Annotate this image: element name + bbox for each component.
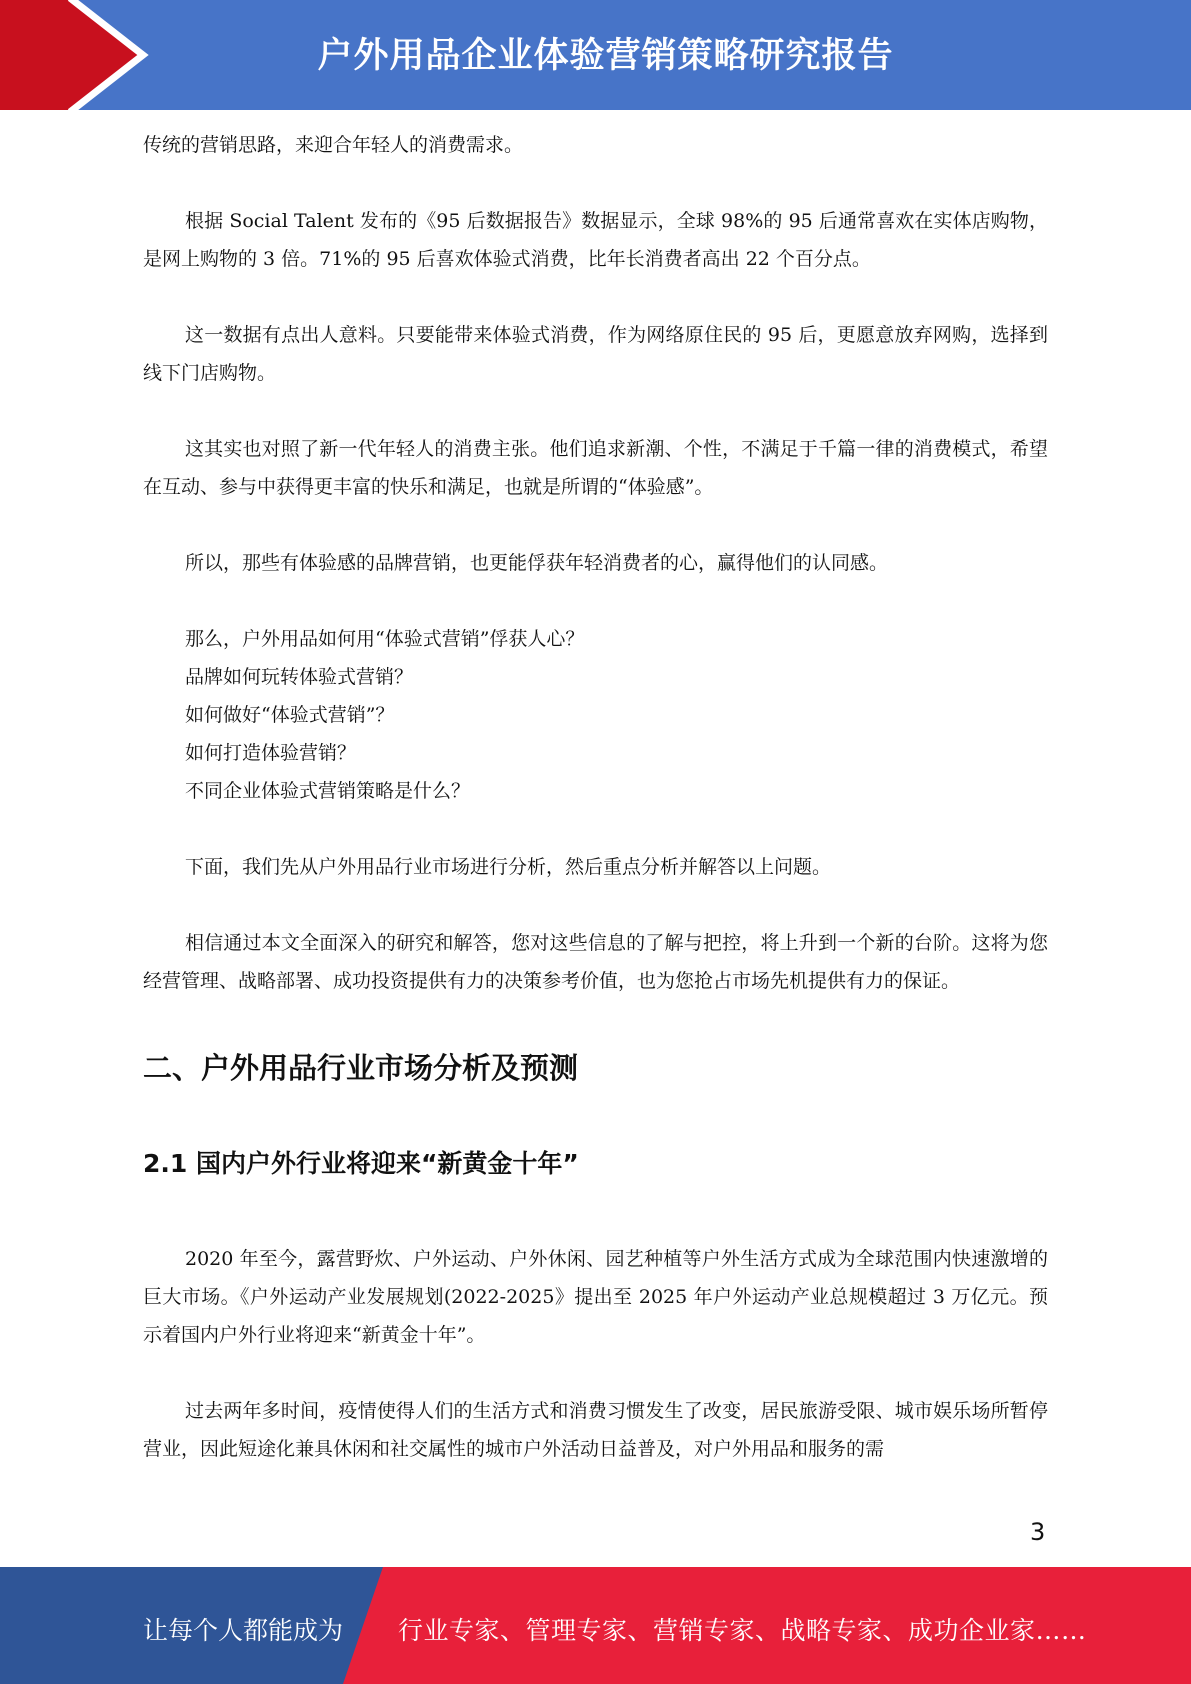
question-item: 如何做好“体验式营销”？ — [185, 704, 395, 726]
question-item: 不同企业体验式营销策略是什么？ — [185, 780, 471, 802]
document-body — [143, 126, 1048, 1468]
paragraph: 下面，我们先从户外用品行业市场进行分析，然后重点分析并解答以上问题。 — [185, 856, 832, 878]
footer-band — [0, 1567, 1191, 1684]
paragraph: 过去两年多时间，疫情使得人们的生活方式和消费习惯发生了改变，居民旅游受限、城市娱乐场所暂停营业，因此短途化兼具休闲和社交属性的城市户外活动日益普及，对户外用品和服务的需 — [143, 1400, 1048, 1460]
footer-slogan-right: 行业专家、管理专家、营销专家、战略专家、成功企业家…… — [398, 1616, 1087, 1645]
paragraph: 相信通过本文全面深入的研究和解答，您对这些信息的了解与把控，将上升到一个新的台阶。这将为您经营管理、战略部署、成功投资提供有力的决策参考价值，也为您抢占市场先机提供有力的保证。 — [143, 932, 1048, 992]
paragraph: 这其实也对照了新一代年轻人的消费主张。他们追求新潮、个性，不满足于千篇一律的消费模式，希望在互动、参与中获得更丰富的快乐和满足，也就是所谓的“体验感”。 — [143, 438, 1048, 498]
paragraph: 2020 年至今，露营野炊、户外运动、户外休闲、园艺种植等户外生活方式成为全球范围内快速激增的巨大市场。《户外运动产业发展规划(2022-2025》提出至 2025 年户外运动产业总规模超过 3 万亿元。预示着国内户外行业将迎来“新黄金十年”。 — [143, 1248, 1048, 1346]
paragraph: 根据 Social Talent 发布的《95 后数据报告》数据显示，全球 98%的 95 后通常喜欢在实体店购物，是网上购物的 3 倍。71%的 95 后喜欢体验式消费，比年长消费者高出 22 个百分点。 — [143, 210, 1048, 270]
paragraph: 这一数据有点出人意料。只要能带来体验式消费，作为网络原住民的 95 后，更愿意放弃网购，选择到线下门店购物。 — [143, 324, 1048, 384]
footer-slogan-left: 让每个人都能成为 — [143, 1616, 344, 1645]
paragraph: 所以，那些有体验感的品牌营销，也更能俘获年轻消费者的心，赢得他们的认同感。 — [185, 552, 889, 574]
header-band — [0, 0, 1191, 110]
subsection-heading: 2.1 国内户外行业将迎来“新黄金十年” — [143, 1149, 579, 1178]
question-item: 品牌如何玩转体验式营销？ — [185, 666, 414, 688]
report-title: 户外用品企业体验营销策略研究报告 — [317, 36, 894, 76]
question-item: 那么，户外用品如何用“体验式营销”俘获人心？ — [185, 628, 585, 650]
paragraph: 传统的营销思路，来迎合年轻人的消费需求。 — [143, 134, 524, 156]
section-heading: 二、户外用品行业市场分析及预测 — [143, 1051, 579, 1085]
page-number: 3 — [1030, 1518, 1046, 1546]
question-item: 如何打造体验营销？ — [185, 742, 357, 764]
question-list — [143, 620, 1048, 810]
